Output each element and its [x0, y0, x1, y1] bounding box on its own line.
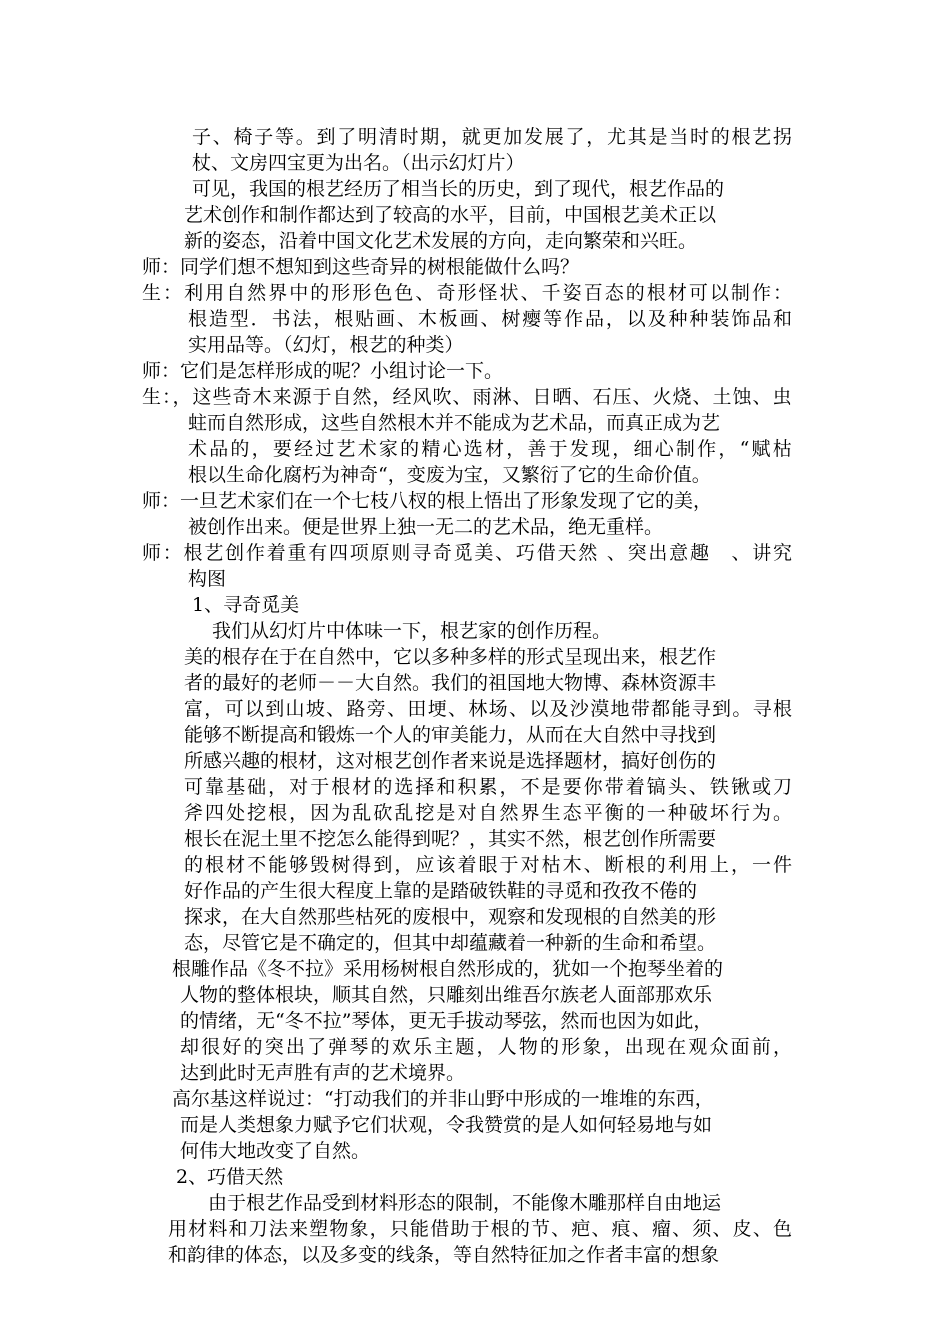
text-line: 好作品的产生很大程度上靠的是踏破铁鞋的寻觅和孜孜不倦的 [184, 880, 698, 902]
text-line: 师：根艺创作着重有四项原则寻奇觅美、巧借天然 、突出意趣 、讲究 [142, 542, 794, 564]
text-line: 新的姿态，沿着中国文化艺术发展的方向，走向繁荣和兴旺。 [184, 230, 698, 252]
text-line: 达到此时无声胜有声的艺术境界。 [180, 1062, 466, 1084]
text-line: 杖、文房四宝更为出名。（出示幻灯片） [192, 152, 525, 174]
text-line: 师：一旦艺术家们在一个七枝八杈的根上悟出了形象发现了它的美， [142, 490, 713, 512]
text-line: 能够不断提高和锻炼一个人的审美能力，从而在大自然中寻找到 [184, 724, 717, 746]
text-line: 富，可以到山坡、路旁、田埂、林场、以及沙漠地带都能寻到。寻根 [184, 698, 794, 720]
text-line: 构图 [188, 568, 227, 590]
text-line: 师：同学们想不想知到这些奇异的树根能做什么吗？ [142, 256, 580, 278]
text-line: 我们从幻灯片中体味一下，根艺家的创作历程。 [212, 620, 612, 642]
text-line: 却很好的突出了弹琴的欢乐主题，人物的形象，出现在观众面前， [180, 1036, 795, 1058]
text-line: 根雕作品《冬不拉》采用杨树根自然形成的，犹如一个抱琴坐着的 [172, 958, 724, 980]
text-line: 人物的整体根块，顺其自然，只雕刻出维吾尔族老人面部那欢乐 [180, 984, 713, 1006]
section-heading: 2、巧借天然 [176, 1166, 284, 1188]
text-line: 子、椅子等。到了明清时期，就更加发展了，尤其是当时的根艺拐 [192, 126, 794, 148]
text-line: 根造型．书法，根贴画、木板画、树瘿等作品，以及种种装饰品和 [188, 308, 794, 330]
text-line: 生：，这些奇木来源于自然，经风吹、雨淋、日晒、石压、火烧、土蚀、虫 [142, 386, 793, 408]
text-line: 斧四处挖根，因为乱砍乱挖是对自然界生态平衡的一种破坏行为。 [184, 802, 795, 824]
text-line: 可见，我国的根艺经历了相当长的历史，到了现代，根艺作品的 [192, 178, 725, 200]
text-line: 美的根存在于在自然中，它以多种多样的形式呈现出来，根艺作 [184, 646, 717, 668]
text-line: 术品的，要经过艺术家的精心选材，善于发现，细心制作，“赋枯 [188, 438, 794, 460]
text-line: 由于根艺作品受到材料形态的限制，不能像木雕那样自由地运 [208, 1192, 722, 1214]
text-line: 所感兴趣的根材，这对根艺创作者来说是选择题材，搞好创伤的 [184, 750, 717, 772]
text-line: 被创作出来。便是世界上独一无二的艺术品，绝无重样。 [188, 516, 664, 538]
section-heading: 1、寻奇觅美 [192, 594, 300, 616]
text-line: 何伟大地改变了自然。 [180, 1140, 371, 1162]
text-line: 实用品等。（幻灯，根艺的种类） [188, 334, 464, 356]
text-line: 可靠基础，对于根材的选择和积累，不是要你带着镐头、铁锹或刀 [184, 776, 795, 798]
text-line: 和韵律的体态，以及多变的线条，等自然特征加之作者丰富的想象 [168, 1244, 720, 1266]
text-line: 蛀而自然形成，这些自然根木并不能成为艺术品，而真正成为艺 [188, 412, 721, 434]
text-line: 探求，在大自然那些枯死的废根中，观察和发现根的自然美的形 [184, 906, 717, 928]
text-line: 高尔基这样说过：“打动我们的并非山野中形成的一堆堆的东西， [172, 1088, 714, 1110]
text-line: 艺术创作和制作都达到了较高的水平，目前，中国根艺美术正以 [184, 204, 717, 226]
text-line: 的情绪，无“冬不拉”琴体，更无手拔动琴弦，然而也因为如此， [180, 1010, 713, 1032]
text-line: 根以生命化腐朽为神奇“，变废为宝，又繁衍了它的生命价值。 [188, 464, 711, 486]
text-line: 师：它们是怎样形成的呢？小组讨论一下。 [142, 360, 504, 382]
text-line: 而是人类想象力赋予它们状观，令我赞赏的是人如何轻易地与如 [180, 1114, 713, 1136]
text-line: 的根材不能够毁树得到，应该着眼于对枯木、断根的利用上，一件 [184, 854, 795, 876]
text-line: 根长在泥土里不挖怎么能得到呢？，其实不然，根艺创作所需要 [184, 828, 717, 850]
text-line: 用材料和刀法来塑物象，只能借助于根的节、疤、痕、瘤、须、皮、色 [168, 1218, 794, 1240]
text-line: 者的最好的老师－－大自然。我们的祖国地大物博、森林资源丰 [184, 672, 717, 694]
text-line: 态，尽管它是不确定的，但其中却蕴藏着一种新的生命和希望。 [184, 932, 717, 954]
text-line: 生：利用自然界中的形形色色、奇形怪状、千姿百态的根材可以制作： [142, 282, 795, 304]
